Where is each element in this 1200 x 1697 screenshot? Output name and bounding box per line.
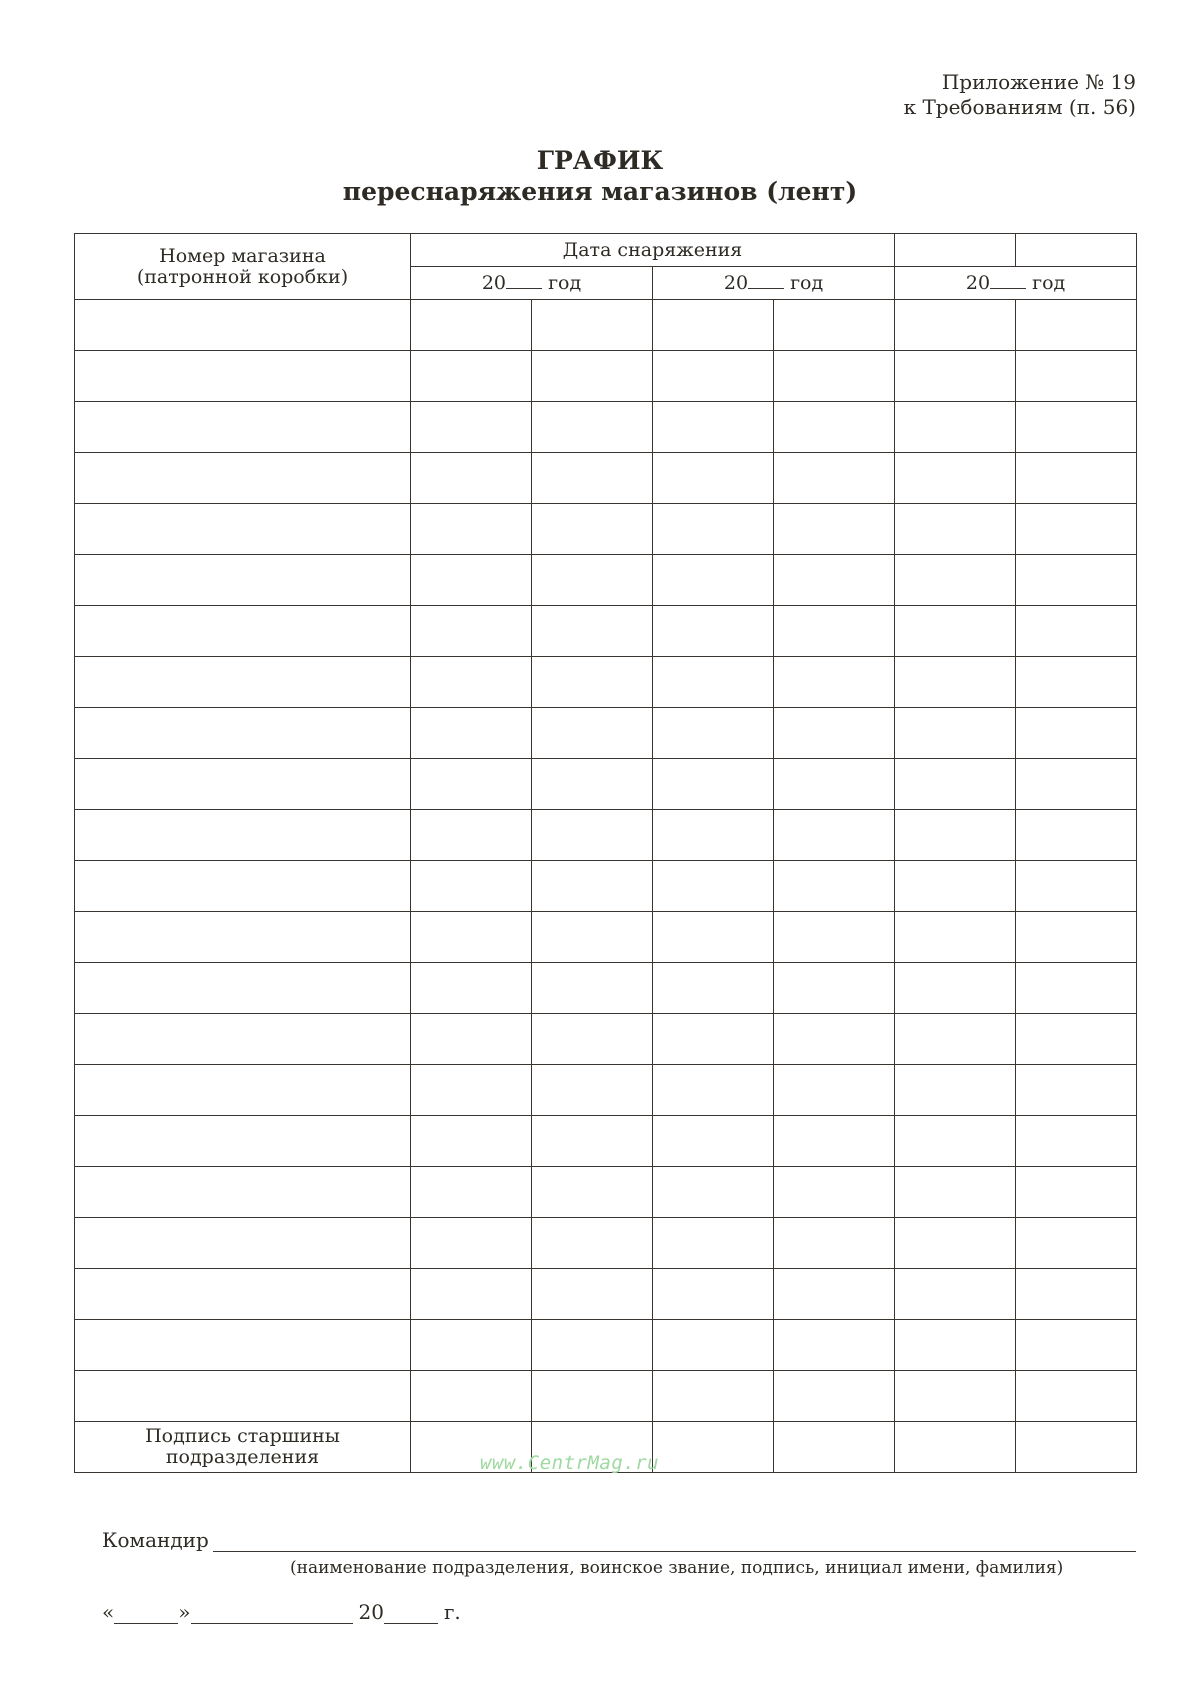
- date-cell[interactable]: [774, 759, 895, 810]
- date-cell[interactable]: [653, 1116, 774, 1167]
- date-header: Дата снаряжения: [411, 234, 895, 267]
- date-cell[interactable]: [653, 402, 774, 453]
- date-cell[interactable]: [1016, 1269, 1137, 1320]
- date-cell[interactable]: [774, 1014, 895, 1065]
- date-cell[interactable]: [532, 1371, 653, 1422]
- document-title: [0, 145, 1200, 207]
- date-cell[interactable]: [653, 1269, 774, 1320]
- signature-label-line2: подразделения: [165, 1446, 320, 1468]
- year-prefix: 20: [965, 272, 991, 294]
- date-cell[interactable]: [895, 810, 1016, 861]
- date-cell[interactable]: [774, 810, 895, 861]
- date-cell[interactable]: [1016, 1167, 1137, 1218]
- date-cell[interactable]: [532, 1167, 653, 1218]
- date-cell[interactable]: [411, 555, 532, 606]
- date-cell[interactable]: [895, 1167, 1016, 1218]
- date-cell[interactable]: [411, 1014, 532, 1065]
- year-header-2: [653, 267, 895, 300]
- date-cell[interactable]: [411, 708, 532, 759]
- table-row: [75, 759, 1137, 810]
- date-cell[interactable]: [532, 810, 653, 861]
- date-cell[interactable]: [653, 1167, 774, 1218]
- magazine-number-cell[interactable]: [75, 1014, 411, 1065]
- date-cell[interactable]: [774, 1371, 895, 1422]
- date-cell[interactable]: [411, 402, 532, 453]
- date-cell[interactable]: [1016, 453, 1137, 504]
- date-cell[interactable]: [653, 963, 774, 1014]
- table-row: [75, 708, 1137, 759]
- table-row: [75, 810, 1137, 861]
- year-blank: [990, 272, 1026, 289]
- date-cell[interactable]: [653, 657, 774, 708]
- magazine-number-cell[interactable]: [75, 1167, 411, 1218]
- table-row: [75, 1014, 1137, 1065]
- date-cell[interactable]: [653, 300, 774, 351]
- date-cell[interactable]: [895, 351, 1016, 402]
- date-cell[interactable]: [411, 1320, 532, 1371]
- year-suffix: год: [790, 272, 824, 294]
- table-row: [75, 351, 1137, 402]
- title-main: ГРАФИК: [536, 146, 664, 175]
- date-cell[interactable]: [774, 504, 895, 555]
- table-row: [75, 912, 1137, 963]
- year-suffix: год: [1032, 272, 1066, 294]
- date-cell[interactable]: [411, 300, 532, 351]
- date-year-blank[interactable]: [384, 1603, 438, 1624]
- table-row: [75, 1371, 1137, 1422]
- date-cell[interactable]: [895, 657, 1016, 708]
- date-cell[interactable]: [411, 759, 532, 810]
- date-cell[interactable]: [774, 1320, 895, 1371]
- date-day-blank[interactable]: [114, 1603, 178, 1624]
- date-cell[interactable]: [532, 1269, 653, 1320]
- date-cell[interactable]: [532, 606, 653, 657]
- commander-blank[interactable]: [213, 1531, 1136, 1552]
- date-cell[interactable]: [774, 300, 895, 351]
- date-cell[interactable]: [532, 453, 653, 504]
- magazine-number-cell[interactable]: [75, 861, 411, 912]
- date-cell[interactable]: [411, 453, 532, 504]
- signature-label: [75, 1422, 411, 1473]
- date-cell[interactable]: [653, 555, 774, 606]
- header-empty-cell: [895, 234, 1016, 267]
- table-row: [75, 861, 1137, 912]
- date-cell[interactable]: [895, 912, 1016, 963]
- magazine-number-cell[interactable]: [75, 708, 411, 759]
- watermark: www.CentrMag.ru: [480, 1452, 660, 1474]
- appendix-reference: [904, 70, 1136, 120]
- signature-cell[interactable]: [774, 1422, 895, 1473]
- year-prefix: 20: [723, 272, 749, 294]
- date-cell[interactable]: [653, 351, 774, 402]
- date-cell[interactable]: [653, 708, 774, 759]
- magazine-number-cell[interactable]: [75, 351, 411, 402]
- date-cell[interactable]: [895, 1269, 1016, 1320]
- magazine-number-cell[interactable]: [75, 1218, 411, 1269]
- date-cell[interactable]: [895, 1065, 1016, 1116]
- date-cell[interactable]: [895, 453, 1016, 504]
- date-cell[interactable]: [411, 1269, 532, 1320]
- date-cell[interactable]: [653, 453, 774, 504]
- date-cell[interactable]: [1016, 963, 1137, 1014]
- date-line: [102, 1600, 461, 1624]
- date-cell[interactable]: [774, 453, 895, 504]
- date-cell[interactable]: [653, 810, 774, 861]
- table-row: [75, 402, 1137, 453]
- year-blank: [748, 272, 784, 289]
- date-cell[interactable]: [532, 504, 653, 555]
- date-cell[interactable]: [532, 1116, 653, 1167]
- year-header-3: [895, 267, 1137, 300]
- table-row: [75, 300, 1137, 351]
- date-cell[interactable]: [411, 1167, 532, 1218]
- year-suffix: год: [548, 272, 582, 294]
- appendix-requirements: к Требованиям (п. 56): [903, 95, 1136, 119]
- table-row: [75, 1116, 1137, 1167]
- header-row-1: [75, 234, 1137, 267]
- magazine-number-cell[interactable]: [75, 1065, 411, 1116]
- magazine-number-cell[interactable]: [75, 1320, 411, 1371]
- commander-label: Командир: [102, 1528, 209, 1552]
- date-open-quote: «: [102, 1600, 115, 1624]
- date-suffix: г.: [443, 1600, 461, 1624]
- magazine-number-cell[interactable]: [75, 453, 411, 504]
- date-cell[interactable]: [895, 963, 1016, 1014]
- year-header-1: [411, 267, 653, 300]
- date-cell[interactable]: [411, 504, 532, 555]
- date-cell[interactable]: [1016, 810, 1137, 861]
- header-empty-cell: [1016, 234, 1137, 267]
- date-cell[interactable]: [653, 1320, 774, 1371]
- magazine-number-cell[interactable]: [75, 1269, 411, 1320]
- date-cell[interactable]: [1016, 912, 1137, 963]
- magazine-number-cell[interactable]: [75, 963, 411, 1014]
- date-cell[interactable]: [774, 1065, 895, 1116]
- date-cell[interactable]: [532, 1065, 653, 1116]
- date-cell[interactable]: [1016, 1116, 1137, 1167]
- date-cell[interactable]: [532, 759, 653, 810]
- commander-line: [102, 1528, 1136, 1552]
- magazine-number-header-line1: Номер магазина: [159, 244, 326, 267]
- commander-note: (наименование подразделения, воинское звание, подпись, инициал имени, фамилия): [290, 1558, 1064, 1578]
- table-row: [75, 1269, 1137, 1320]
- date-cell[interactable]: [411, 861, 532, 912]
- date-cell[interactable]: [411, 963, 532, 1014]
- date-cell[interactable]: [895, 1371, 1016, 1422]
- magazine-number-cell[interactable]: [75, 504, 411, 555]
- date-cell[interactable]: [1016, 402, 1137, 453]
- magazine-number-cell[interactable]: [75, 759, 411, 810]
- table-row: [75, 453, 1137, 504]
- table-row: [75, 606, 1137, 657]
- table-row: [75, 1065, 1137, 1116]
- date-cell[interactable]: [1016, 861, 1137, 912]
- date-cell[interactable]: [1016, 351, 1137, 402]
- date-cell[interactable]: [1016, 300, 1137, 351]
- date-cell[interactable]: [1016, 1218, 1137, 1269]
- date-cell[interactable]: [1016, 1065, 1137, 1116]
- table-row: [75, 555, 1137, 606]
- date-cell[interactable]: [774, 402, 895, 453]
- date-cell[interactable]: [895, 555, 1016, 606]
- date-cell[interactable]: [1016, 555, 1137, 606]
- date-cell[interactable]: [1016, 504, 1137, 555]
- date-cell[interactable]: [1016, 759, 1137, 810]
- magazine-number-cell[interactable]: [75, 300, 411, 351]
- date-cell[interactable]: [532, 402, 653, 453]
- date-cell[interactable]: [653, 606, 774, 657]
- date-cell[interactable]: [774, 708, 895, 759]
- date-cell[interactable]: [774, 1218, 895, 1269]
- date-cell[interactable]: [895, 504, 1016, 555]
- date-cell[interactable]: [895, 402, 1016, 453]
- signature-label-line1: Подпись старшины: [145, 1425, 340, 1447]
- date-cell[interactable]: [532, 555, 653, 606]
- date-cell[interactable]: [532, 657, 653, 708]
- date-cell[interactable]: [653, 912, 774, 963]
- date-cell[interactable]: [774, 1167, 895, 1218]
- date-cell[interactable]: [653, 1218, 774, 1269]
- date-cell[interactable]: [1016, 1371, 1137, 1422]
- date-month-blank[interactable]: [191, 1603, 353, 1624]
- appendix-number: Приложение № 19: [941, 70, 1136, 94]
- date-cell[interactable]: [411, 351, 532, 402]
- table-row: [75, 657, 1137, 708]
- date-cell[interactable]: [774, 912, 895, 963]
- date-cell[interactable]: [532, 861, 653, 912]
- date-cell[interactable]: [532, 963, 653, 1014]
- year-prefix: 20: [481, 272, 507, 294]
- date-cell[interactable]: [411, 1116, 532, 1167]
- date-cell[interactable]: [532, 1014, 653, 1065]
- date-cell[interactable]: [895, 1320, 1016, 1371]
- date-cell[interactable]: [895, 759, 1016, 810]
- table-row: [75, 504, 1137, 555]
- table-row: [75, 1167, 1137, 1218]
- date-cell[interactable]: [895, 1116, 1016, 1167]
- date-cell[interactable]: [895, 1014, 1016, 1065]
- magazine-number-cell[interactable]: [75, 1371, 411, 1422]
- magazine-number-cell[interactable]: [75, 810, 411, 861]
- date-cell[interactable]: [895, 300, 1016, 351]
- date-cell[interactable]: [774, 861, 895, 912]
- table-row: [75, 1218, 1137, 1269]
- date-cell[interactable]: [411, 1065, 532, 1116]
- date-cell[interactable]: [653, 1014, 774, 1065]
- table-row: [75, 963, 1137, 1014]
- date-year-prefix: 20: [358, 1600, 384, 1624]
- magazine-number-cell[interactable]: [75, 912, 411, 963]
- signature-cell[interactable]: [653, 1422, 774, 1473]
- date-cell[interactable]: [1016, 708, 1137, 759]
- date-cell[interactable]: [532, 1218, 653, 1269]
- date-cell[interactable]: [411, 657, 532, 708]
- signature-cell[interactable]: [895, 1422, 1016, 1473]
- date-cell[interactable]: [895, 708, 1016, 759]
- date-cell[interactable]: [1016, 657, 1137, 708]
- date-cell[interactable]: [411, 810, 532, 861]
- magazine-number-cell[interactable]: [75, 402, 411, 453]
- date-cell[interactable]: [532, 1320, 653, 1371]
- date-cell[interactable]: [774, 1116, 895, 1167]
- date-cell[interactable]: [532, 351, 653, 402]
- date-cell[interactable]: [895, 861, 1016, 912]
- date-cell[interactable]: [774, 606, 895, 657]
- date-cell[interactable]: [653, 861, 774, 912]
- magazine-number-cell[interactable]: [75, 1116, 411, 1167]
- date-cell[interactable]: [653, 504, 774, 555]
- date-cell[interactable]: [411, 1218, 532, 1269]
- magazine-number-cell[interactable]: [75, 606, 411, 657]
- date-cell[interactable]: [411, 1371, 532, 1422]
- date-cell[interactable]: [895, 1218, 1016, 1269]
- title-sub: переснаряжения магазинов (лент): [342, 177, 858, 206]
- magazine-number-header: [75, 234, 411, 300]
- date-cell[interactable]: [774, 963, 895, 1014]
- date-cell[interactable]: [532, 912, 653, 963]
- magazine-number-header-line2: (патронной коробки): [136, 265, 349, 288]
- date-cell[interactable]: [895, 606, 1016, 657]
- date-cell[interactable]: [532, 708, 653, 759]
- year-blank: [506, 272, 542, 289]
- date-cell[interactable]: [774, 555, 895, 606]
- date-cell[interactable]: [1016, 1320, 1137, 1371]
- magazine-number-cell[interactable]: [75, 657, 411, 708]
- date-cell[interactable]: [1016, 1014, 1137, 1065]
- table-row: [75, 1320, 1137, 1371]
- date-cell[interactable]: [411, 912, 532, 963]
- date-cell[interactable]: [774, 1269, 895, 1320]
- date-cell[interactable]: [1016, 606, 1137, 657]
- date-cell[interactable]: [653, 1371, 774, 1422]
- date-cell[interactable]: [653, 759, 774, 810]
- signature-cell[interactable]: [1016, 1422, 1137, 1473]
- date-close-quote: »: [178, 1600, 191, 1624]
- magazine-number-cell[interactable]: [75, 555, 411, 606]
- date-cell[interactable]: [774, 657, 895, 708]
- date-cell[interactable]: [774, 351, 895, 402]
- date-cell[interactable]: [411, 606, 532, 657]
- date-cell[interactable]: [532, 300, 653, 351]
- date-cell[interactable]: [653, 1065, 774, 1116]
- schedule-table: [74, 233, 1137, 1473]
